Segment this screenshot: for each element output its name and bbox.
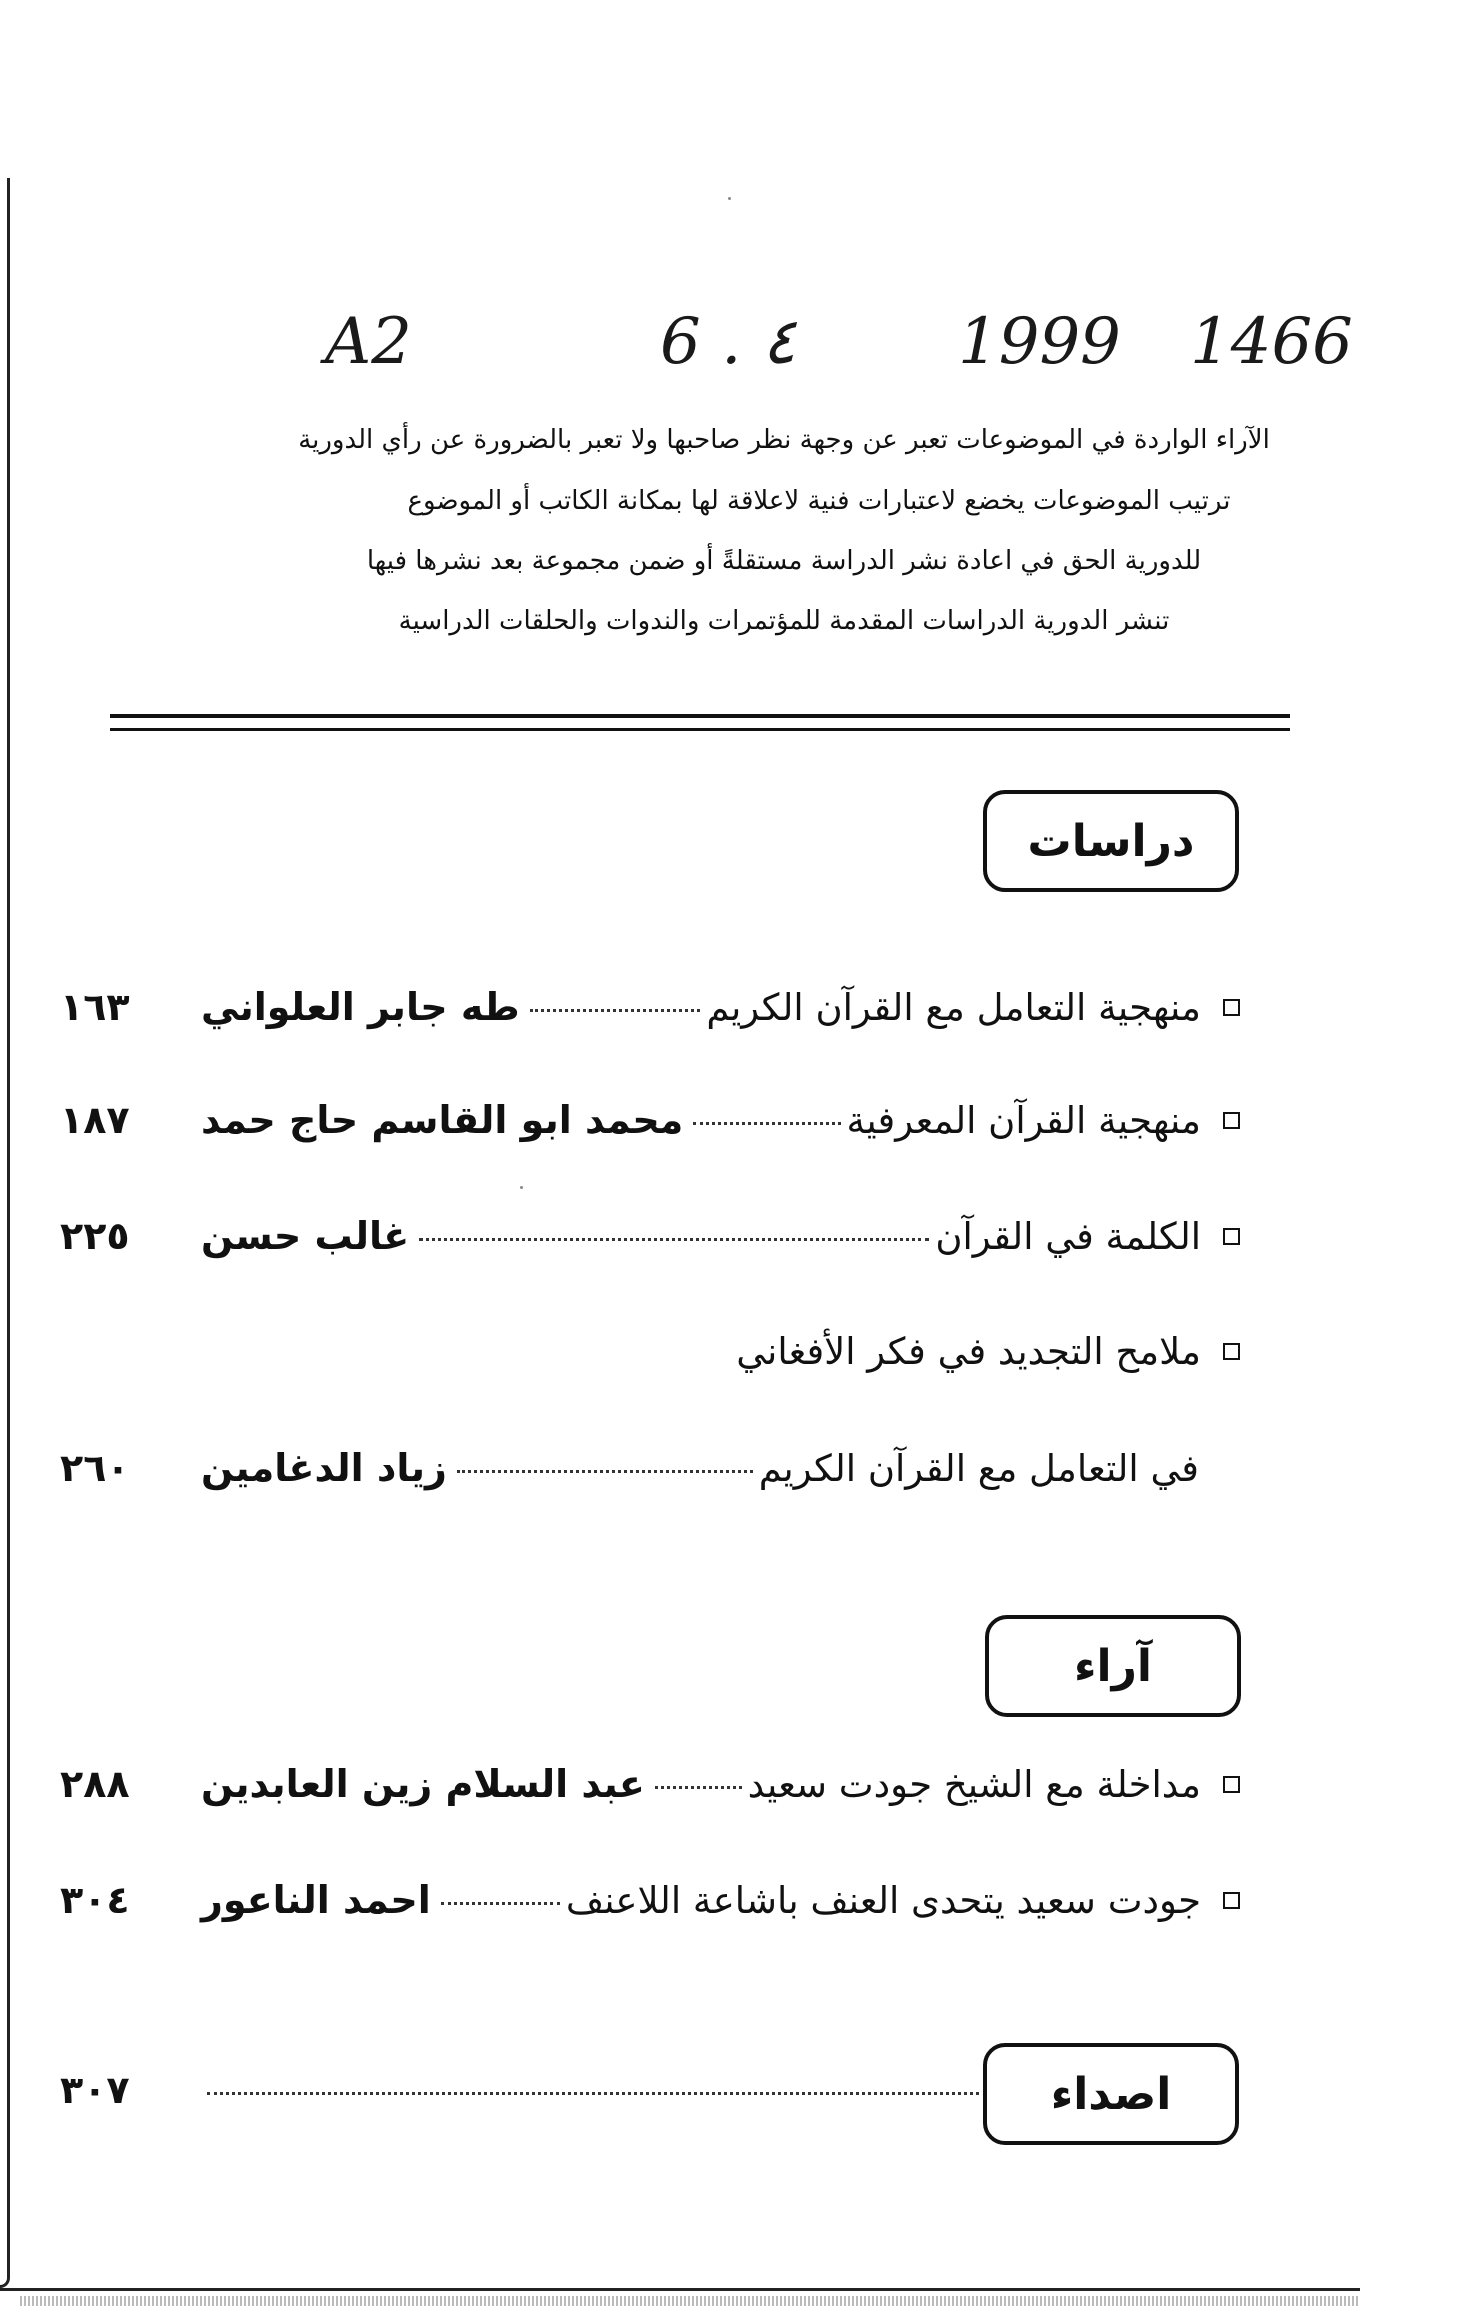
scan-speck	[728, 197, 731, 200]
toc-entry-title: منهجية القرآن المعرفية	[846, 1099, 1201, 1142]
toc-entry[interactable]	[60, 1762, 1240, 1822]
scan-speck	[520, 1186, 523, 1189]
toc-entry-title: مداخلة مع الشيخ جودت سعيد	[747, 1763, 1201, 1806]
dot-leader	[441, 1902, 560, 1905]
divider-rule-bottom	[110, 728, 1290, 731]
page-edge-texture	[20, 2296, 1360, 2306]
handwritten-issue: 6 . ٤	[660, 305, 797, 379]
checkbox-bullet-icon	[1223, 999, 1240, 1016]
disclaimer-line: الآراء الواردة في الموضوعات تعبر عن وجهة نظر صاحبها ولا تعبر بالضرورة عن رأي الدورية	[298, 425, 1270, 455]
toc-entry-continuation[interactable]	[60, 1446, 1240, 1506]
handwritten-year: 1999	[958, 305, 1121, 379]
dot-leader	[419, 1238, 929, 1241]
toc-entry[interactable]	[60, 1878, 1240, 1938]
toc-entry[interactable]	[60, 1330, 1240, 1390]
dot-leader	[530, 1009, 701, 1012]
checkbox-bullet-icon	[1223, 1776, 1240, 1793]
toc-entry-page: ٣٠٧	[60, 2068, 130, 2112]
toc-entry-page: ٣٠٤	[60, 1878, 130, 1922]
dot-leader	[207, 2092, 979, 2095]
toc-entry-author: زياد الدغامين	[201, 1446, 447, 1490]
toc-entry-title: جودت سعيد يتحدى العنف باشاعة اللاعنف	[565, 1879, 1201, 1922]
checkbox-bullet-icon	[1223, 1112, 1240, 1129]
toc-entry-author: غالب حسن	[201, 1214, 410, 1258]
toc-entry-author: طه جابر العلواني	[201, 985, 520, 1029]
dot-leader	[457, 1470, 753, 1473]
toc-entry-title: ملامح التجديد في فكر الأفغاني	[736, 1330, 1201, 1373]
dot-leader	[693, 1122, 840, 1125]
handwritten-number: 1466	[1190, 305, 1353, 379]
toc-entry-page: ٢٨٨	[60, 1762, 130, 1806]
disclaimer-line: تنشر الدورية الدراسات المقدمة للمؤتمرات والندوات والحلقات الدراسية	[398, 606, 1170, 636]
toc-entry-author: محمد ابو القاسم حاج حمد	[201, 1098, 684, 1142]
toc-entry[interactable]	[60, 1098, 1240, 1158]
toc-entry-title: منهجية التعامل مع القرآن الكريم	[706, 986, 1201, 1029]
toc-entry-page: ٢٦٠	[60, 1446, 130, 1490]
toc-entry-page: ١٦٣	[60, 985, 130, 1029]
disclaimer-line: للدورية الحق في اعادة نشر الدراسة مستقلةً أو ضمن مجموعة بعد نشرها فيها	[366, 546, 1202, 576]
toc-entry-page: ٢٢٥	[60, 1214, 130, 1258]
handwritten-code: A2	[325, 305, 412, 379]
section-header-studies: دراسات	[983, 790, 1239, 892]
page-border-bottom	[0, 2288, 1360, 2291]
toc-entry-title: الكلمة في القرآن	[935, 1215, 1201, 1258]
section-header-opinions: آراء	[985, 1615, 1241, 1717]
toc-entry[interactable]	[60, 985, 1240, 1045]
checkbox-bullet-icon	[1223, 1343, 1240, 1360]
checkbox-bullet-icon	[1223, 1228, 1240, 1245]
toc-entry[interactable]	[60, 1214, 1240, 1274]
disclaimer-line: ترتيب الموضوعات يخضع لاعتبارات فنية لاعلاقة لها بمكانة الكاتب أو الموضوع	[407, 486, 1231, 516]
toc-entry-author: عبد السلام زين العابدين	[201, 1762, 645, 1806]
section-header-echoes: اصداء	[983, 2043, 1239, 2145]
divider-rule-top	[110, 714, 1290, 718]
toc-entry-echoes[interactable]	[60, 2068, 985, 2128]
toc-entry-page: ١٨٧	[60, 1098, 130, 1142]
toc-entry-title: في التعامل مع القرآن الكريم	[758, 1447, 1199, 1490]
dot-leader	[655, 1786, 742, 1789]
toc-entry-author: احمد الناعور	[201, 1878, 431, 1922]
checkbox-bullet-icon	[1223, 1892, 1240, 1909]
